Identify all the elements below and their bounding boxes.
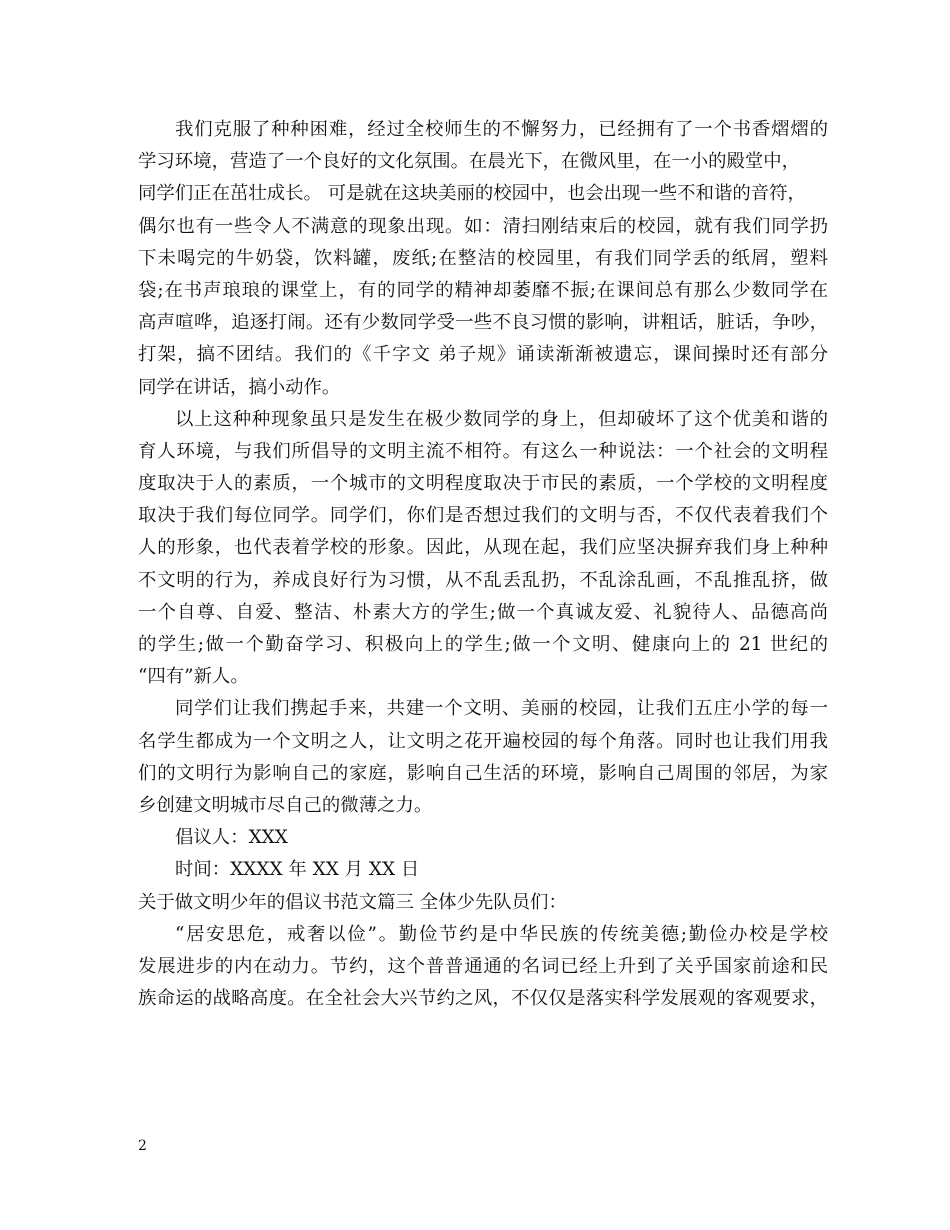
text-line: 倡议人：XXX: [175, 827, 288, 849]
text-line: 们的文明行为影响自己的家庭，影响自己生活的环境，影响自己周围的邻居，为家: [138, 762, 828, 784]
text-line: 育人环境，与我们所倡导的文明主流不相符。有这么一种说法：一个社会的文明程: [138, 440, 828, 462]
text-line: 族命运的战略高度。在全社会大兴节约之风，不仅仅是落实科学发展观的客观要求，: [138, 988, 828, 1010]
text-line: 取决于我们每位同学。同学们，你们是否想过我们的文明与否，不仅代表着我们个: [138, 505, 828, 527]
text-line: “四有”新人。: [138, 666, 249, 688]
body-text: [138, 114, 828, 1015]
text-line: 名学生都成为一个文明之人，让文明之花开遍校园的每个角落。同时也让我们用我: [138, 730, 828, 752]
text-line: 乡创建文明城市尽自己的微薄之力。: [138, 794, 433, 816]
text-line: 关于做文明少年的倡议书范文篇三 全体少先队员们：: [138, 891, 567, 913]
text-line: 发展进步的内在动力。节约，这个普普通通的名词已经上升到了关乎国家前途和民: [138, 955, 828, 977]
text-line: 一个自尊、自爱、整洁、朴素大方的学生;做一个真诚友爱、礼貌待人、品德高尚: [138, 601, 828, 623]
text-line: 以上这种种现象虽只是发生在极少数同学的身上，但却破坏了这个优美和谐的: [175, 408, 828, 430]
text-line: 的学生;做一个勤奋学习、积极向上的学生;做一个文明、健康向上的 21 世纪的: [138, 634, 828, 655]
text-line: “居安思危，戒奢以俭”。勤俭节约是中华民族的传统美德;勤俭办校是学校: [175, 923, 828, 945]
page-number: 2: [138, 1138, 147, 1154]
text-line: 不文明的行为，养成良好行为习惯，从不乱丢乱扔，不乱涂乱画，不乱推乱挤，做: [138, 569, 828, 591]
text-line: 打架，搞不团结。我们的《千字文 弟子规》诵读渐渐被遗忘，课间操时还有部分: [138, 344, 828, 366]
text-line: 下未喝完的牛奶袋，饮料罐，废纸;在整洁的校园里，有我们同学丢的纸屑，塑料: [138, 247, 828, 269]
text-line: 度取决于人的素质，一个城市的文明程度取决于市民的素质，一个学校的文明程度: [138, 473, 828, 495]
text-line: 同学们正在茁壮成长。 可是就在这块美丽的校园中，也会出现一些不和谐的音符，: [138, 183, 806, 205]
text-line: 同学们让我们携起手来，共建一个文明、美丽的校园，让我们五庄小学的每一: [175, 698, 828, 720]
text-line: 时间：XXXX 年 XX 月 XX 日: [175, 859, 420, 881]
text-line: 我们克服了种种困难，经过全校师生的不懈努力，已经拥有了一个书香熠熠的: [175, 119, 828, 140]
text-line: 高声喧哗，追逐打闹。还有少数同学受一些不良习惯的影响，讲粗话，脏话，争吵，: [138, 312, 828, 334]
text-line: 同学在讲话，搞小动作。: [138, 376, 341, 398]
text-line: 偶尔也有一些令人不满意的现象出现。如：清扫刚结束后的校园，就有我们同学扔: [138, 215, 828, 237]
text-line: 人的形象，也代表着学校的形象。因此，从现在起，我们应坚决摒弃我们身上种种: [138, 537, 828, 559]
text-line: 学习环境，营造了一个良好的文化氛围。在晨光下，在微风里，在一小的殿堂中，: [138, 151, 801, 173]
text-line: 袋;在书声琅琅的课堂上，有的同学的精神却萎靡不振;在课间总有那么少数同学在: [138, 279, 828, 301]
